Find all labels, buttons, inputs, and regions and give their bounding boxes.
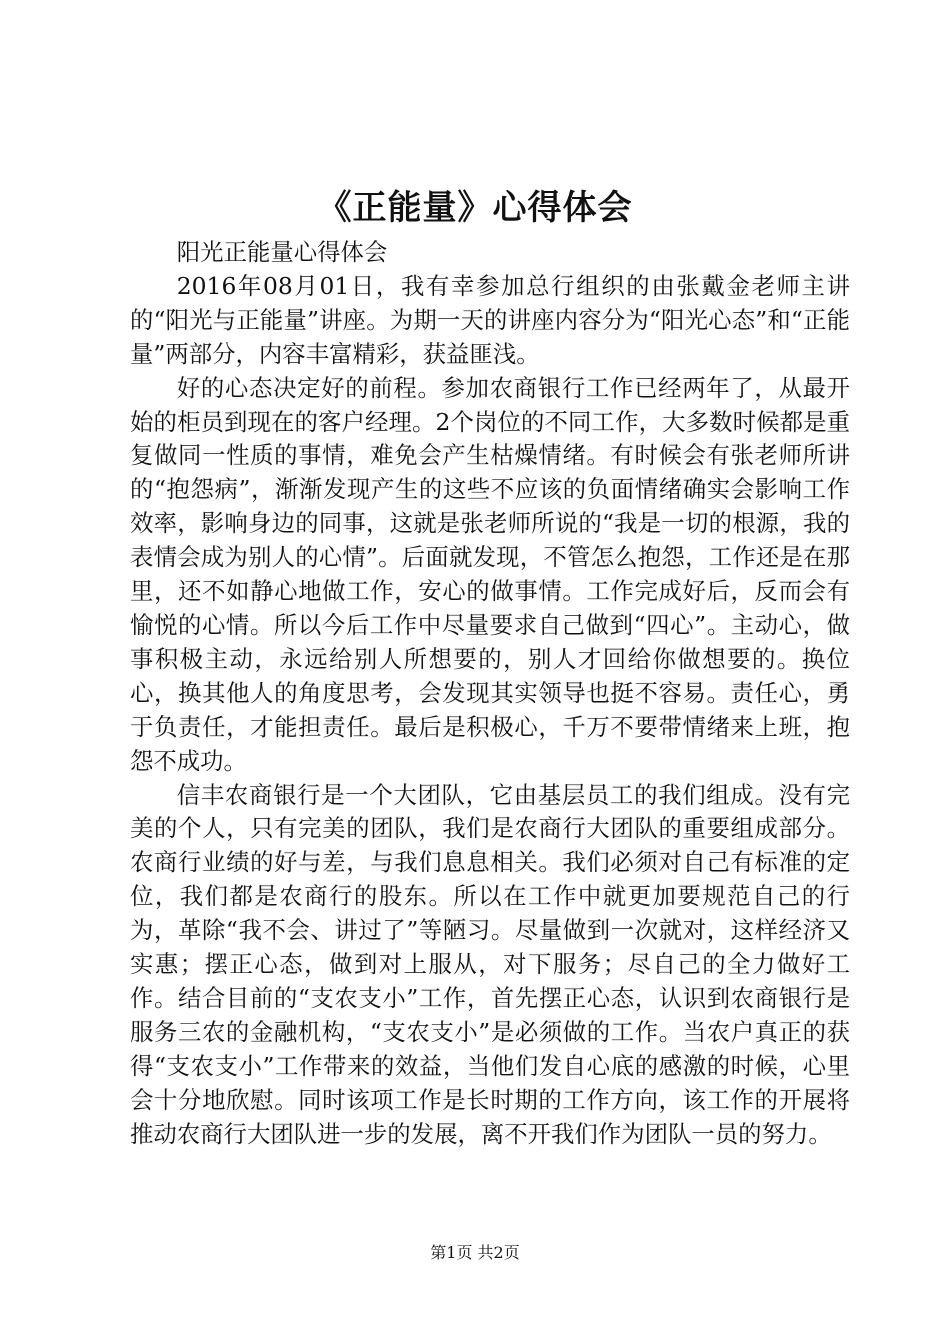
page-number-footer: 第1页 共2页	[430, 1243, 520, 1262]
document-title: 《正能量》心得体会	[317, 188, 633, 228]
paragraph-team: 信丰农商银行是一个大团队，它由基层员工的我们组成。没有完美的个人，只有完美的团队，我们是农商行大团队的重要组成部分。农商行业绩的好与差，与我们息息相关。我们必须对自己有标准的定位，我们都是农商行的股东。所以在工作中就更加要规范自己的行为，革除“我不会、讲过了”等陋习。尽量做到一次就对，这样经济又实惠；摆正心态，做到对上服从，对下服务；尽自己的全力做好工作。结合目前的“支农支小”工作，首先摆正心态，认识到农商银行是服务三农的金融机构，“支农支小”是必须做的工作。当农户真正的获得“支农支小”工作带来的效益，当他们发自心底的感激的时候，心里会十分地欣慰。同时该项工作是长时期的工作方向，该工作的开展将推动农商行大团队进一步的发展，离不开我们作为团队一员的努力。	[130, 780, 850, 1148]
paragraph-intro: 2016年08月01日，我有幸参加总行组织的由张戴金老师主讲的“阳光与正能量”讲座。为期一天的讲座内容分为“阳光心态”和“正能量”两部分，内容丰富精彩，获益匪浅。	[130, 271, 850, 368]
paragraph-attitude: 好的心态决定好的前程。参加农商银行工作已经两年了，从最开始的柜员到现在的客户经理。2个岗位的不同工作，大多数时候都是重复做同一性质的事情，难免会产生枯燥情绪。有时候会有张老师所讲的“抱怨病”，渐渐发现产生的这些不应该的负面情绪确实会影响工作效率，影响身边的同事，这就是张老师所说的“我是一切的根源，我的表情会成为别人的心情”。后面就发现，不管怎么抱怨，工作还是在那里，还不如静心地做工作，安心的做事情。工作完成好后，反而会有愉悦的心情。所以今后工作中尽量要求自己做到“四心”。主动心，做事积极主动，永远给别人所想要的，别人才回给你做想要的。换位心，换其他人的角度思考，会发现其实领导也挺不容易。责任心，勇于负责任，才能担责任。最后是积极心，千万不要带情绪来上班，抱怨不成功。	[130, 373, 850, 775]
document-body	[130, 236, 850, 1151]
paragraph-subtitle: 阳光正能量心得体会	[176, 238, 388, 266]
